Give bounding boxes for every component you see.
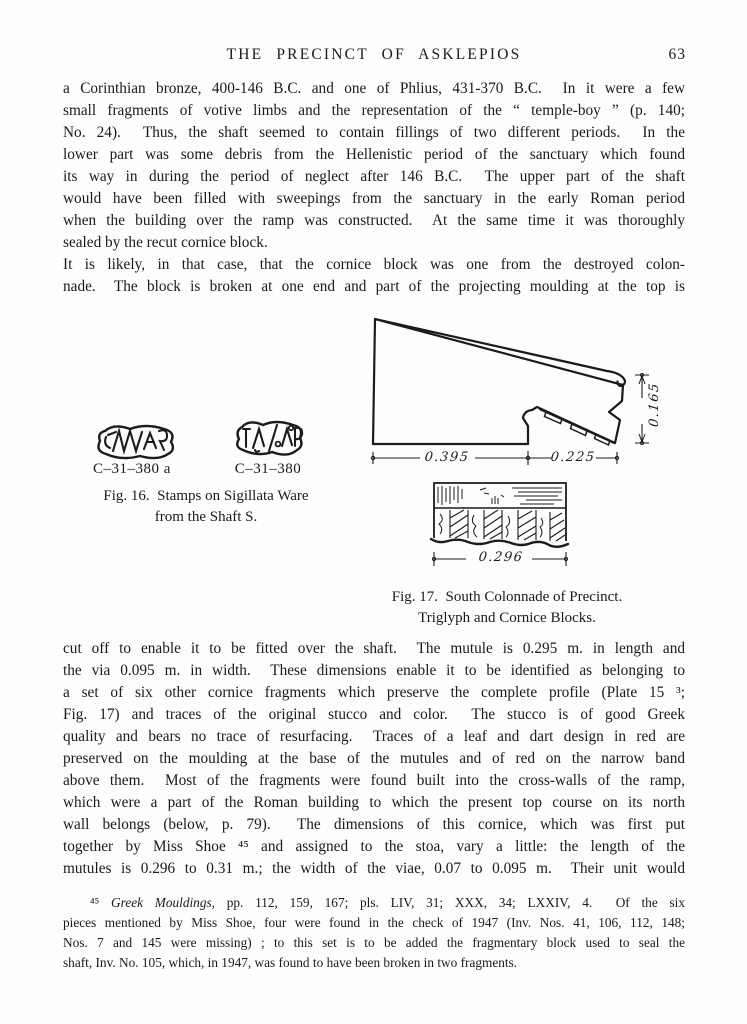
text-line: above them. Most of the fragments were found built into the cross-walls of the ramp, xyxy=(63,772,685,789)
text-line: the via 0.095 m. in width. These dimensions enable it to be identified as belonging to xyxy=(63,662,685,679)
caption-line: Fig. 16. Stamps on Sigillata Ware xyxy=(103,488,309,504)
caption-line: from the Shaft S. xyxy=(154,509,258,525)
stamp-drawing-left xyxy=(94,418,178,464)
text-line: its way in during the period of neglect after 146 B.C. The upper part of the shaft xyxy=(63,168,685,185)
text-line: lower part was some debris from the Hellenistic period of the sanctuary which found xyxy=(63,146,685,163)
text-line: would have been filled with sweepings from the sanctuary in the early Roman period xyxy=(63,190,685,207)
text-line: which were a part of the Roman building to which the present top course on its north xyxy=(63,794,685,811)
footnote-lines xyxy=(63,913,685,973)
footnote-first-line xyxy=(63,893,685,913)
page-number: 63 xyxy=(668,46,686,63)
paragraph-1 xyxy=(63,78,685,254)
text-line: Fig. 17) and traces of the original stucco and color. The stucco is of good Greek xyxy=(63,706,685,723)
figure-17-caption xyxy=(357,587,657,629)
text-line: It is likely, in that case, that the cornice block was one from the destroyed colon- xyxy=(63,256,685,273)
figure-16-caption xyxy=(84,486,328,528)
text-line: wall belongs (below, p. 79). The dimensions of this cornice, which was first put xyxy=(63,816,685,833)
text-line: cut off to enable it to be fitted over the shaft. The mutule is 0.295 m. in length and xyxy=(63,640,685,657)
caption-line: Triglyph and Cornice Blocks. xyxy=(418,610,596,626)
text-line: a Corinthian bronze, 400-146 B.C. and one of Phlius, 431-370 B.C. In it were a few xyxy=(63,80,685,97)
dimension-label-left-width: 0.395 xyxy=(423,450,471,465)
text-line: shaft, Inv. No. 105, which, in 1947, was found to have been broken in two fragments. xyxy=(63,955,518,970)
text-line: small fragments of votive limbs and the representation of the “ temple-boy ” (p. 140; xyxy=(63,102,685,119)
text-line: sealed by the recut cornice block. xyxy=(63,234,268,251)
text-line: nade. The block is broken at one end and part of the projecting moulding at the top is xyxy=(63,278,685,295)
stamp-label-left: C–31–380 a xyxy=(93,461,171,477)
text-line: quality and bears no trace of resurfacing. Traces of a leaf and dart design in red are xyxy=(63,728,685,745)
paragraph-3 xyxy=(63,638,685,880)
text-line: mutules is 0.296 to 0.31 m.; the width of the viae, 0.07 to 0.095 m. Their unit would xyxy=(63,860,685,877)
footnote-marker: ⁴⁵ xyxy=(90,895,112,910)
text-line: a set of six other cornice fragments which preserve the complete profile (Plate 15 ³; xyxy=(63,684,685,701)
stamp-drawing-right xyxy=(233,416,305,460)
dimension-label-height: 0.165 xyxy=(647,381,662,428)
footnote-work-title: Greek Mouldings xyxy=(111,895,212,910)
text-line: when the building over the ramp was constructed. At the same time it was thoroughly xyxy=(63,212,685,229)
paragraph-2 xyxy=(63,254,685,298)
caption-line: Fig. 17. South Colonnade of Precinct. xyxy=(391,589,623,605)
text-line: Nos. 7 and 145 were missing) ; to this set is to be added the fragmentary block used to seal the xyxy=(63,935,685,950)
text-line: together by Miss Shoe ⁴⁵ and assigned to the stoa, vary a little: the length of the xyxy=(63,838,685,855)
dimension-label-triglyph-width: 0.296 xyxy=(477,550,525,565)
footnote-line-rest: , pp. 112, 159, 167; pls. LIV, 31; XXX, 34; LXXIV, 4. Of the six xyxy=(211,895,685,910)
text-line: preserved on the moulding at the base of the mutules and of red on the narrow band xyxy=(63,750,685,767)
text-line: pieces mentioned by Miss Shoe, four were found in the check of 1947 (Inv. Nos. 41, 106, 112, 148; xyxy=(63,915,685,930)
text-line: No. 24). Thus, the shaft seemed to contain fillings of two different periods. In the xyxy=(63,124,685,141)
stamp-label-right: C–31–380 xyxy=(234,461,302,477)
dimension-label-right-width: 0.225 xyxy=(549,450,597,465)
page-header-title: THE PRECINCT OF ASKLEPIOS xyxy=(226,46,522,63)
